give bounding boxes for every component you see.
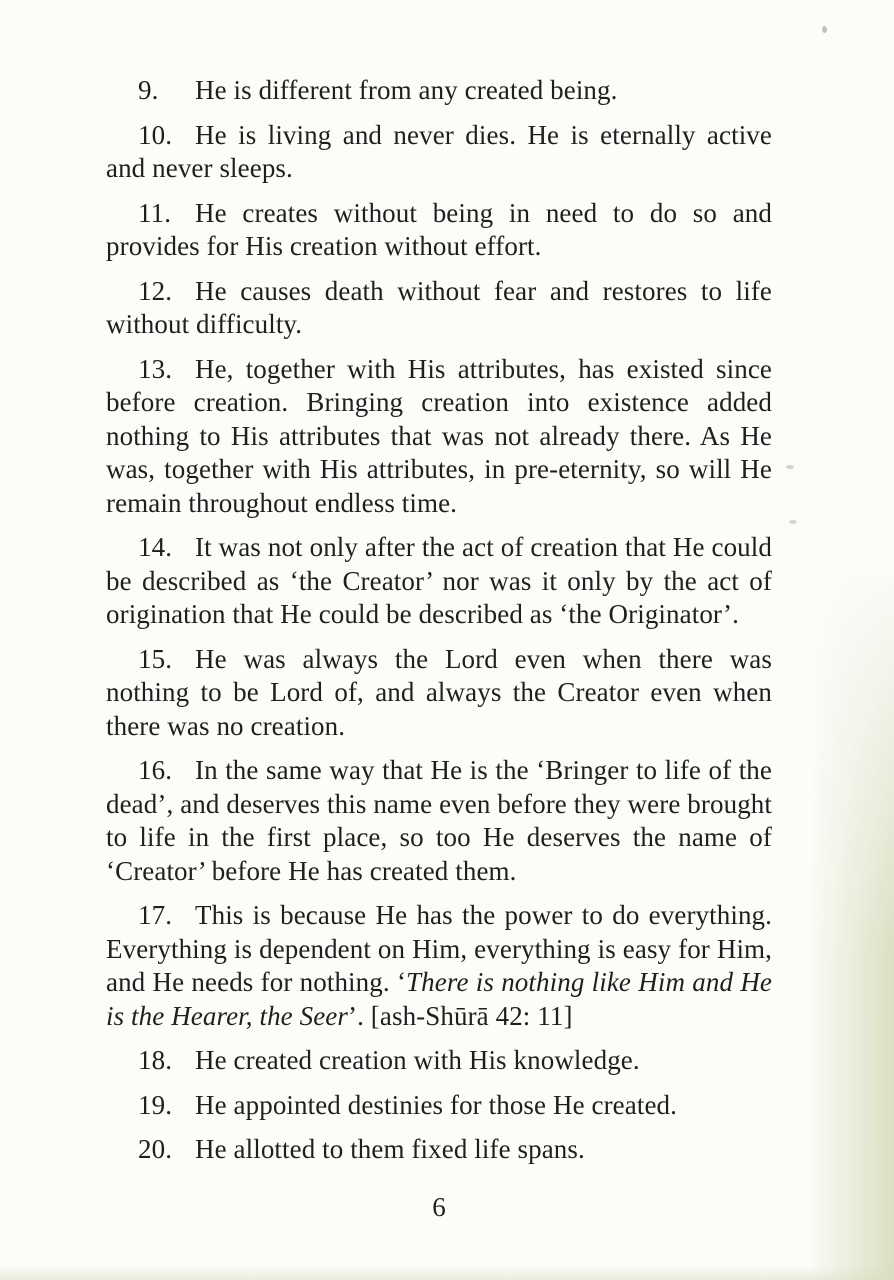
list-item-paragraph-20 xyxy=(106,1133,772,1167)
item-text-run-italic-quote: There is nothing like Him and He is the Hearer, the Seer xyxy=(106,967,773,1031)
item-number: 18. xyxy=(138,1045,173,1075)
item-text: In the same way that He is the ‘Bringer to life of the dead’, and deserves this name even before they were brought to life in the first place, so too He deserves the name of ‘Creator’ before He has created them. xyxy=(106,755,772,886)
item-text-run-reference: ’. [ash-Shūrā 42: 11] xyxy=(348,1000,573,1031)
item-text: He is different from any created being. xyxy=(195,75,618,105)
page-bottom-shadow xyxy=(0,1266,894,1280)
list-item-paragraph-11 xyxy=(106,197,772,264)
list-item-paragraph-15 xyxy=(106,643,772,744)
item-number: 10. xyxy=(138,119,173,150)
item-number: 9. xyxy=(138,75,159,105)
item-number: 17. xyxy=(138,900,173,930)
item-number: 20. xyxy=(138,1134,173,1164)
list-item-paragraph-10 xyxy=(106,119,772,186)
item-text: He created creation with His knowledge. xyxy=(195,1045,640,1075)
list-item-paragraph-14 xyxy=(106,531,772,632)
item-number: 19. xyxy=(138,1089,173,1120)
item-text: He, together with His attributes, has existed since before creation. Bringing creation into existence added nothing to His attributes that was not already there. As He was, together with His attributes, in pre-eternity, so will He remain throughout endless time. xyxy=(106,353,772,518)
list-item-paragraph-13 xyxy=(106,353,772,521)
item-number: 11. xyxy=(138,197,172,228)
item-text-run: This is because He has the power to do everything. Everything is dependent on Him, everything is easy for Him, and He needs for nothing. ‘ xyxy=(106,900,772,997)
list-item-paragraph-17 xyxy=(106,899,772,1033)
item-number: 13. xyxy=(138,353,173,384)
item-number: 12. xyxy=(138,275,173,306)
page-number: 6 xyxy=(432,1191,446,1222)
list-item-paragraph-19 xyxy=(106,1089,772,1123)
item-number: 14. xyxy=(138,532,173,562)
list-item-paragraph-16 xyxy=(106,754,772,888)
item-text: It was not only after the act of creation that He could be described as ‘the Creator’ nor was it only by the act of origination that He could be described as ‘the Originator’. xyxy=(106,532,772,629)
item-text: He causes death without fear and restores to life without difficulty. xyxy=(106,275,772,339)
item-text: He appointed destinies for those He created. xyxy=(195,1089,677,1120)
list-item-paragraph-18 xyxy=(106,1044,772,1078)
item-number: 15. xyxy=(138,643,173,674)
item-text: He creates without being in need to do so and provides for His creation without effort. xyxy=(106,197,772,261)
list-item-paragraph-9 xyxy=(106,74,772,108)
item-text: He allotted to them fixed life spans. xyxy=(195,1134,585,1164)
item-number: 16. xyxy=(138,755,173,785)
item-text: He was always the Lord even when there was nothing to be Lord of, and always the Creator even when there was no creation. xyxy=(106,643,772,741)
list-item-paragraph-12 xyxy=(106,275,772,342)
item-text: He is living and never dies. He is eternally active and never sleeps. xyxy=(106,119,772,183)
